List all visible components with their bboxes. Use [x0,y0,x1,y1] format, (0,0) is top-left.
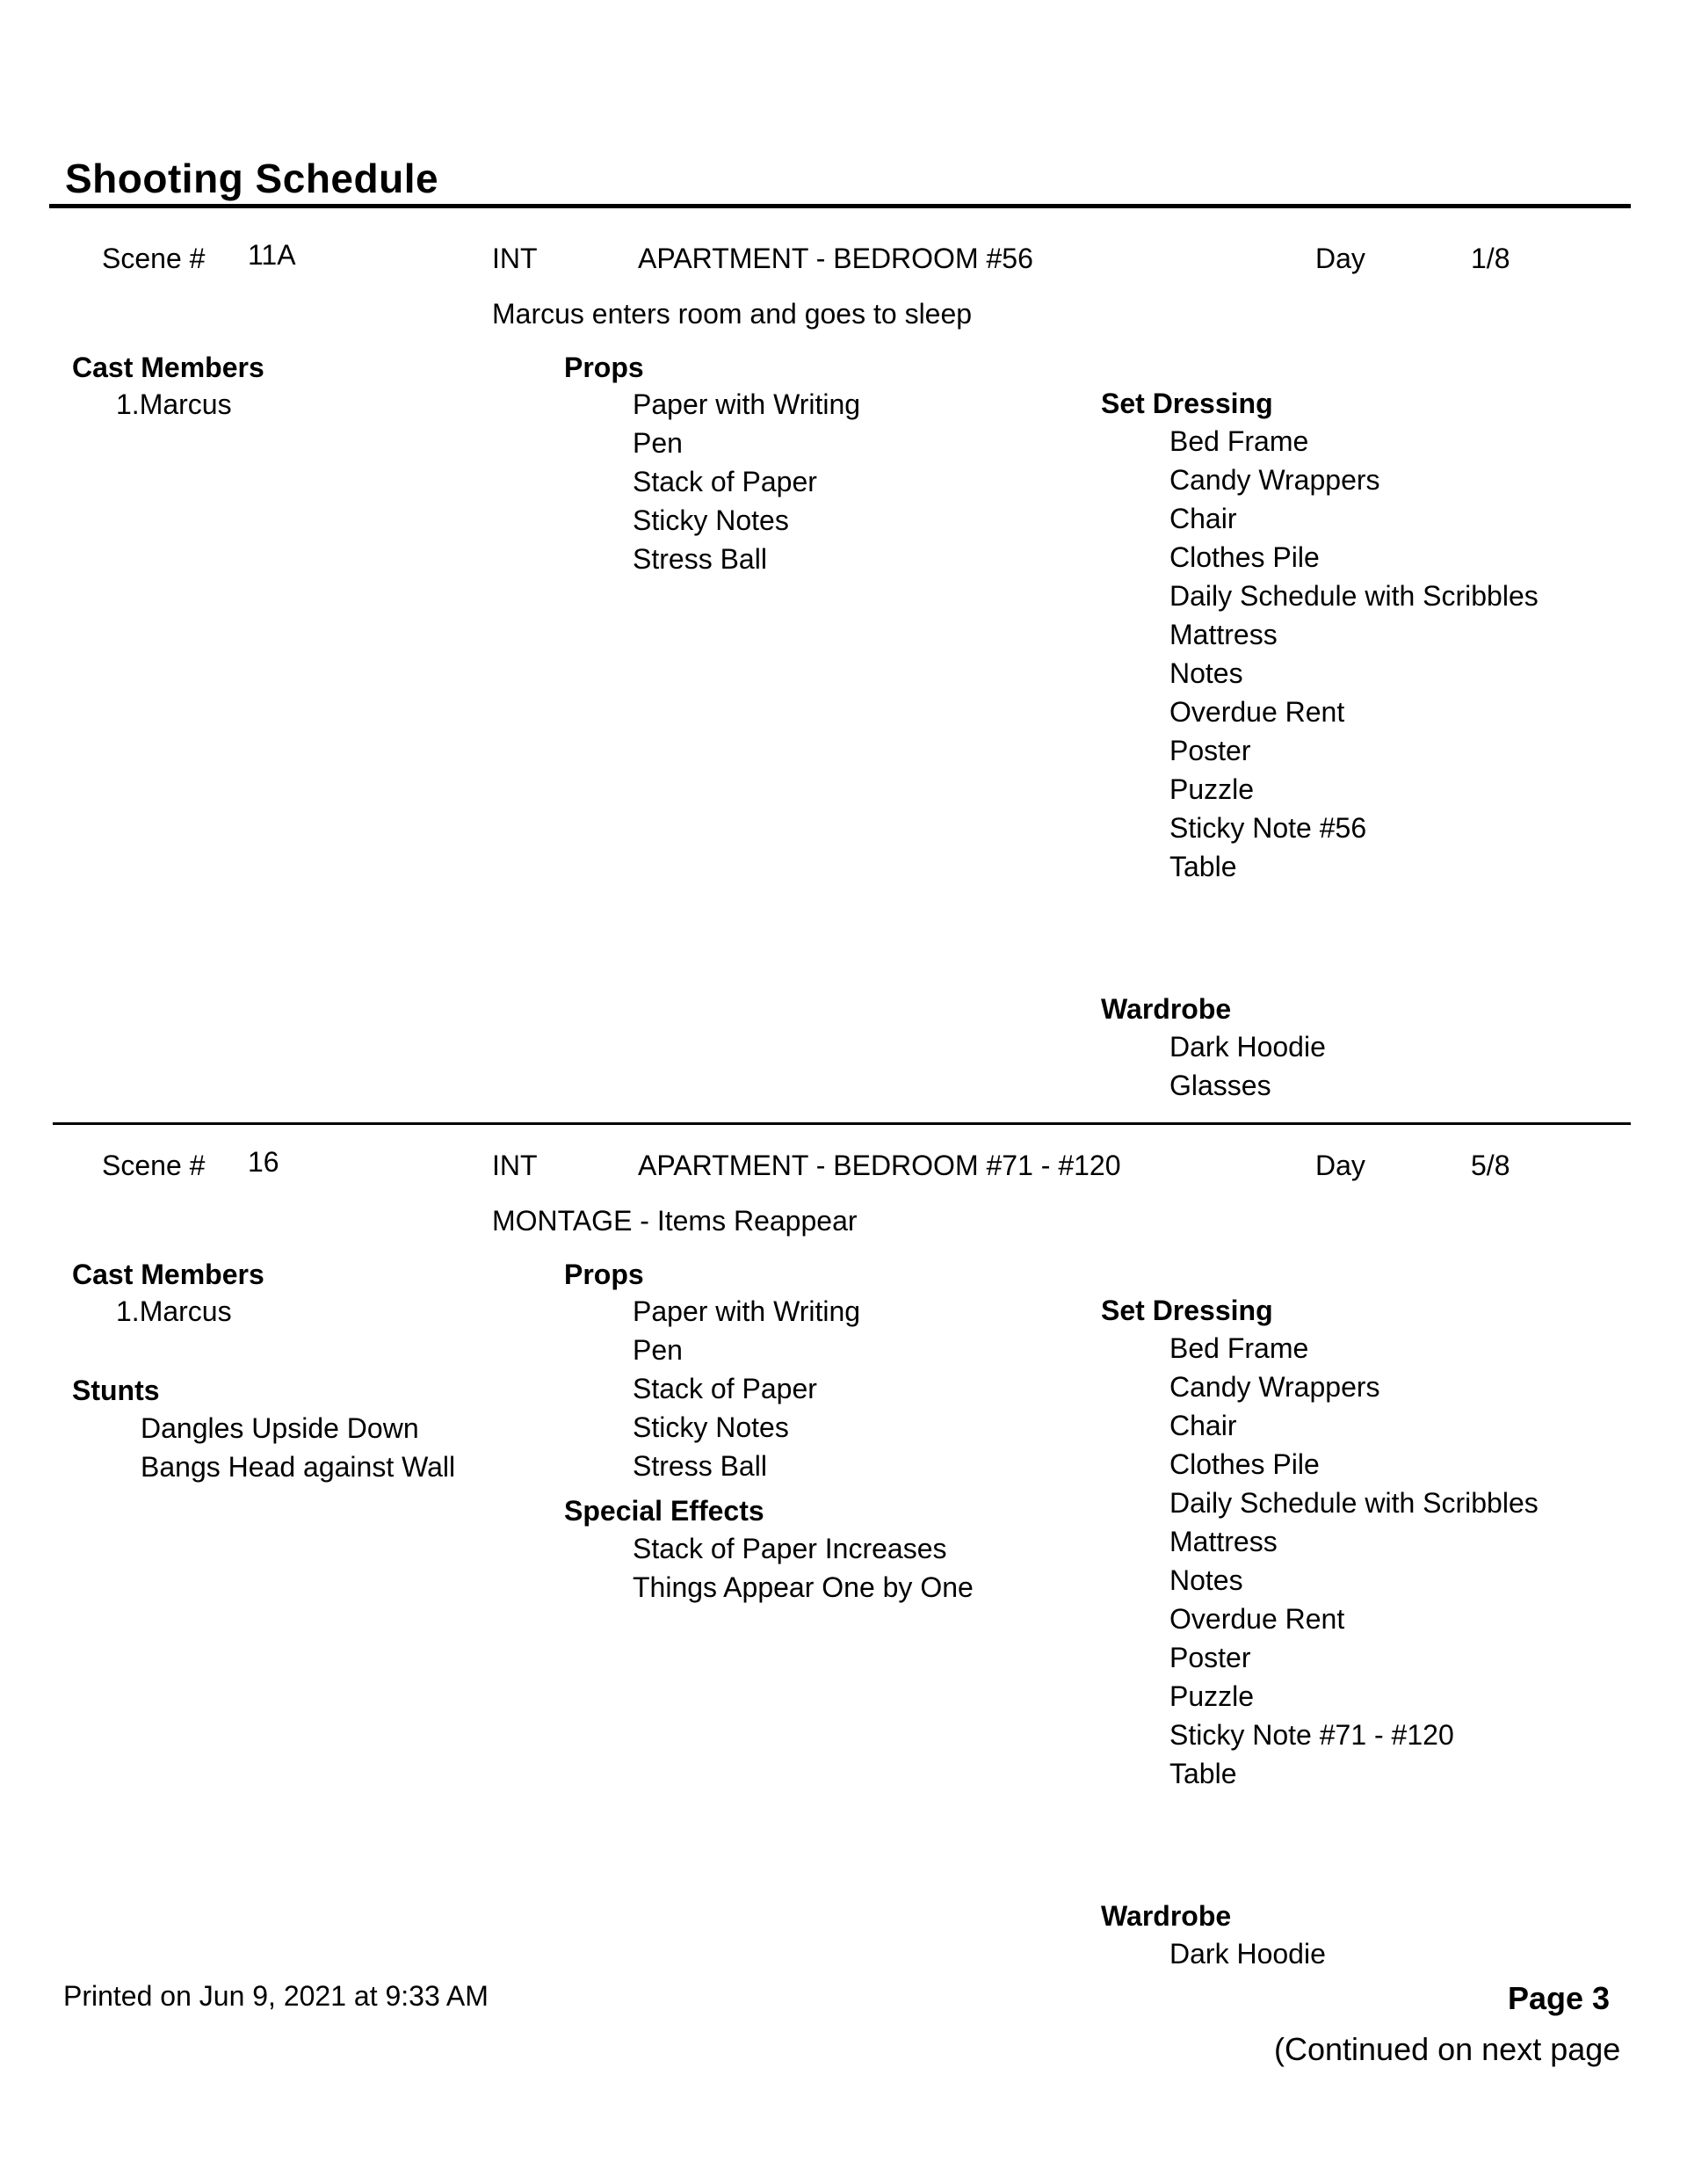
set-dressing-item: Chair [1169,503,1237,534]
time-of-day: Day [1315,1150,1365,1181]
props-heading: Props [564,1259,644,1290]
set-dressing-item: Overdue Rent [1169,1603,1345,1635]
prop-item: Stress Ball [633,543,767,575]
stunts-heading: Stunts [72,1375,160,1406]
set-dressing-item: Notes [1169,1564,1243,1596]
set-dressing-item: Table [1169,1758,1237,1789]
prop-item: Paper with Writing [633,388,861,420]
wardrobe-list [1169,1934,1326,1973]
set-dressing-item: Candy Wrappers [1169,464,1380,496]
cast-list [116,385,232,424]
scene-label: Scene # [102,1150,206,1181]
set-dressing-item: Daily Schedule with Scribbles [1169,1487,1539,1519]
stunts-list [141,1409,455,1486]
time-of-day: Day [1315,243,1365,274]
set-dressing-item: Mattress [1169,619,1278,650]
page-title: Shooting Schedule [65,156,439,201]
set-dressing-heading: Set Dressing [1101,388,1273,419]
set-dressing-item: Bed Frame [1169,1332,1309,1364]
wardrobe-item: Dark Hoodie [1169,1031,1326,1063]
set-dressing-item: Candy Wrappers [1169,1371,1380,1403]
cast-list [116,1292,232,1331]
set-dressing-item: Mattress [1169,1526,1278,1557]
prop-item: Paper with Writing [633,1295,861,1327]
page-number: Page 3 [1508,1980,1611,2016]
prop-item: Pen [633,1334,683,1366]
prop-item: Sticky Notes [633,1411,789,1443]
wardrobe-item: Dark Hoodie [1169,1938,1326,1970]
wardrobe-list [1169,1027,1326,1105]
stunt-item: Dangles Upside Down [141,1412,419,1444]
scene-description: Marcus enters room and goes to sleep [492,298,973,330]
set-dressing-item: Table [1169,851,1237,882]
cast-heading: Cast Members [72,1259,264,1290]
title-divider [49,204,1631,208]
int-ext: INT [492,243,538,274]
set-dressing-list [1169,422,1539,886]
set-dressing-heading: Set Dressing [1101,1295,1273,1326]
special-effect-item: Stack of Paper Increases [633,1533,947,1564]
set-dressing-item: Puzzle [1169,773,1255,805]
set-dressing-item: Chair [1169,1410,1237,1441]
scene-label: Scene # [102,243,206,274]
wardrobe-heading: Wardrobe [1101,1900,1232,1932]
special-effect-item: Things Appear One by One [633,1571,974,1603]
scene-number: 16 [248,1146,279,1178]
page-count: 1/8 [1471,243,1510,274]
wardrobe-item: Glasses [1169,1070,1271,1101]
prop-item: Pen [633,427,683,459]
cast-member: 1.Marcus [116,1295,232,1327]
set-dressing-item: Puzzle [1169,1680,1255,1712]
special-effects-heading: Special Effects [564,1495,764,1527]
props-heading: Props [564,352,644,383]
set-dressing-list [1169,1329,1539,1793]
scene-number: 11A [248,239,296,271]
int-ext: INT [492,1150,538,1181]
scene-description: MONTAGE - Items Reappear [492,1205,858,1237]
set-dressing-item: Daily Schedule with Scribbles [1169,580,1539,612]
printed-timestamp: Printed on Jun 9, 2021 at 9:33 AM [63,1980,489,2012]
set-dressing-item: Bed Frame [1169,425,1309,457]
props-list [633,1292,860,1485]
wardrobe-heading: Wardrobe [1101,993,1232,1025]
scene-location: APARTMENT - BEDROOM #56 [638,243,1033,274]
set-dressing-item: Overdue Rent [1169,696,1345,728]
set-dressing-item: Clothes Pile [1169,541,1320,573]
set-dressing-item: Sticky Note #56 [1169,812,1367,844]
cast-member: 1.Marcus [116,388,232,420]
props-list [633,385,860,578]
scene-location: APARTMENT - BEDROOM #71 - #120 [638,1150,1121,1181]
continued-notice-clip [1274,2031,1634,2068]
stunt-item: Bangs Head against Wall [141,1451,456,1483]
set-dressing-item: Clothes Pile [1169,1448,1320,1480]
prop-item: Stack of Paper [633,466,817,497]
continued-notice: (Continued on next page [1274,2031,1621,2067]
set-dressing-item: Poster [1169,1642,1251,1673]
prop-item: Sticky Notes [633,504,789,536]
set-dressing-item: Poster [1169,735,1251,766]
scene-divider [53,1122,1631,1125]
special-effects-list [633,1529,974,1607]
cast-heading: Cast Members [72,352,264,383]
set-dressing-item: Notes [1169,657,1243,689]
prop-item: Stress Ball [633,1450,767,1482]
page-count: 5/8 [1471,1150,1510,1181]
set-dressing-item: Sticky Note #71 - #120 [1169,1719,1454,1751]
prop-item: Stack of Paper [633,1373,817,1404]
